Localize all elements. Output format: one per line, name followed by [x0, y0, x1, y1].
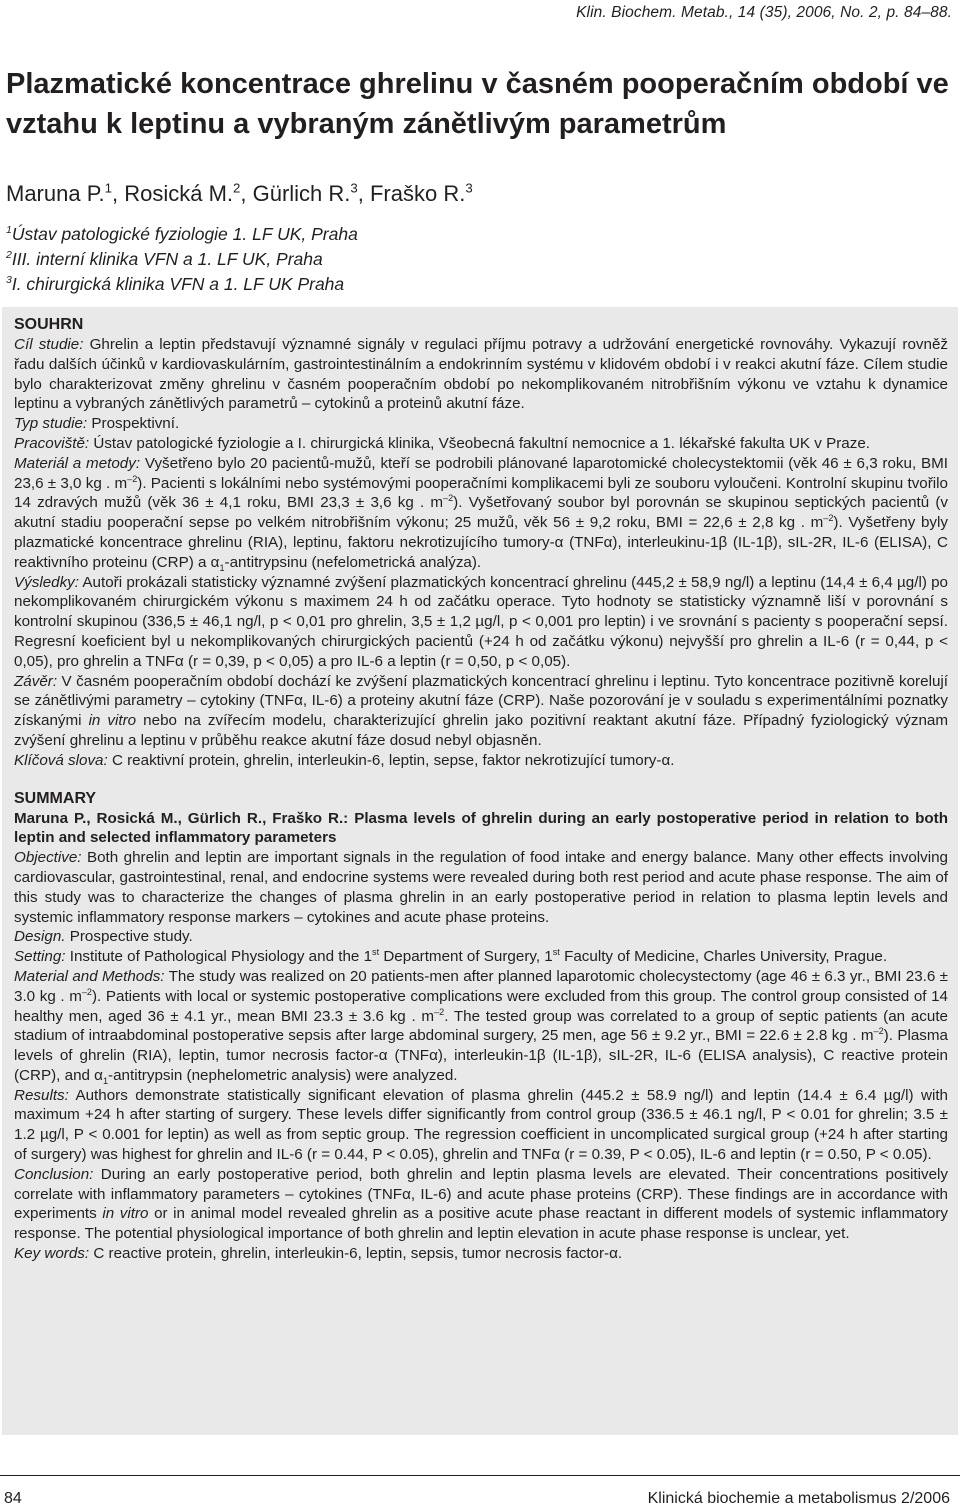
souhrn-workplace: [14, 434, 948, 454]
affiliation-number: 2: [6, 249, 12, 262]
affiliation-list: [6, 222, 358, 297]
subscript: 1: [219, 562, 225, 573]
ordinal-suffix: st: [552, 947, 560, 958]
section-label: Klíčová slova:: [14, 751, 108, 769]
author-list: Maruna P.$^1$, Rosická M.$^2$, Gürlich R.$^3$, Fraško R.$^3$: [6, 180, 473, 206]
section-text: Ústav patologické fyziologie a I. chirurgická klinika, Všeobecná fakultní nemocnice a 1. lékařské fakulta UK v Praze.: [93, 434, 870, 452]
section-text: Autoři prokázali statisticky významné zvýšení plazmatických koncentrací ghrelinu (445,2 ± 58,9 ng/l) a leptinu (14,4 ± 6,4 µg/l) po nekomplikovaném chirurgickém výkonu s maximem 24 h od začátku operace. Tyto hodnoty se statisticky významně liší v porovnání s kontrolní skupinou (336,5 ± 46,1 ng/l, p < 0,01 pro ghrelin, 3,5 ± 1,2 µg/l, p < 0,001 pro leptin) i ve srovnání s pacienty s pooperační sepsí. Regresní koeficient byl u nekomplikovaných chirurgických pacientů (+24 h od začátku výkonu) nejvyšší pro ghrelin a IL-6 (r = 0,44, p < 0,05), pro ghrelin a TNFα (r = 0,39, p < 0,05) a pro IL-6 a leptin (r = 0,50, p < 0,05).: [14, 573, 948, 670]
section-label: Materiál a metody:: [14, 454, 141, 472]
summary-heading: SUMMARY: [14, 789, 97, 807]
section-label: Výsledky:: [14, 573, 79, 591]
section-text: C reactive protein, ghrelin, interleukin-6, leptin, sepsis, tumor necrosis factor-α.: [93, 1245, 623, 1263]
summary-conclusion: [14, 1165, 948, 1244]
section-text: -antitrypsin (nephelometric analysis) were analyzed.: [108, 1066, 458, 1084]
souhrn-conclusion: [14, 672, 948, 751]
section-text: -antitrypsinu (nefelometrická analýza).: [224, 553, 482, 571]
summary-results: [14, 1086, 948, 1165]
section-text: ). Patients with local or systemic postoperative complications were excluded from this group. The control group consisted of 14 healthy men, aged 36 ± 4.1 yr., mean BMI 23.3 ± 3.6 kg . m: [14, 987, 948, 1025]
ordinal-suffix: st: [372, 947, 380, 958]
affiliation: [6, 222, 358, 247]
section-text: C reaktivní protein, ghrelin, interleukin-6, leptin, sepse, faktor nekrotizující tumory-α.: [111, 751, 675, 769]
section-label: Cíl studie:: [14, 336, 84, 353]
footer-divider: [0, 1475, 960, 1476]
section-label: Key words:: [14, 1245, 90, 1263]
journal-reference: Klin. Biochem. Metab., 14 (35), 2006, No. 2, p. 84–88.: [576, 4, 952, 21]
exponent: –2: [434, 1006, 445, 1017]
section-label: Conclusion:: [14, 1165, 94, 1183]
exponent: –2: [873, 1026, 884, 1037]
affiliation-text: I. chirurgická klinika VFN a 1. LF UK Praha: [11, 274, 345, 294]
author-affiliation-mark: 2: [233, 180, 241, 196]
summary-citation: Maruna P., Rosická M., Gürlich R., Fraško R.: Plasma levels of ghrelin during an early postoperative period in relation to both leptin and selected inflammatory parameters: [14, 809, 948, 847]
exponent: –2: [443, 493, 454, 504]
section-label: Setting:: [14, 948, 66, 966]
souhrn-keywords: [14, 751, 948, 771]
section-text: Ghrelin a leptin představují významné signály v regulaci příjmu potravy a udržování energetické rovnováhy. Vykazují rovněž řadu dalších účinků v kardiovaskulárním, gastrointestinálním a endokrinním systému v klidovém období i v reakci akutní fáze. Cílem studie bylo charakterizovat změny ghrelinu v časném pooperačním období po nekomplikovaném nitrobřišním výkonu ve vztahu k dynamice leptinu a vybraných zánětlivých parametrů – cytokinů a proteinů akutní fáze.: [14, 336, 948, 413]
section-label: Design.: [14, 928, 66, 946]
section-text: V časném pooperačním období dochází ke zvýšení plazmatických koncentrací ghrelinu i leptinu. Tyto koncentrace pozitivně korelují se zánětlivými parametry – cytokiny (TNFα, IL-6) a proteiny akutní fáze (CRP). Naše pozorování je v souladu s experimentálními poznatky získanými: [14, 672, 948, 730]
exponent: –2: [81, 986, 92, 997]
souhrn-heading: SOUHRN: [14, 316, 84, 333]
article-title: Plazmatické koncentrace ghrelinu v časném pooperačním období ve vztahu k leptinu a vybraným zánětlivým parametrům: [6, 68, 949, 140]
abstract-box: [2, 307, 958, 1435]
section-label: Typ studie:: [14, 415, 88, 433]
summary-methods: [14, 967, 948, 1086]
section-text: ). Plasma levels of ghrelin (RIA), leptin, tumor necrosis factor-α (TNFα), interleukin-1β (IL-1β), sIL-2R, IL-6 (ELISA analysis), C reactive protein (CRP), and α: [14, 1027, 949, 1084]
section-text: ). Pacienti s lokálními nebo systémovými pooperačními komplikacemi byli ze souboru vyloučeni. Kontrolní skupinu tvořilo 14 zdravých mužů (věk 36 ± 4,1 roku, BMI 23,3 ± 3,6 kg . m: [14, 474, 948, 512]
journal-footer: Klinická biochemie a metabolismus 2/2006: [647, 1490, 950, 1507]
section-text: or in animal model revealed ghrelin as a positive acute phase reactant in different models of systemic inflammatory response. The potential physiological importance of both ghrelin and leptin elevation in acute phase response is unclear, yet.: [14, 1205, 948, 1243]
section-label: Pracoviště:: [14, 434, 90, 452]
italic-term: in vitro: [88, 712, 137, 730]
section-label: Objective:: [14, 849, 82, 867]
section-text: Vyšetřeno bylo 20 pacientů-mužů, kteří se podrobili plánované laparotomické cholecystektomii (věk 46 ± 6,3 roku, BMI 23,6 ± 3,0 kg . m: [14, 454, 948, 492]
author-affiliation-mark: 3: [350, 180, 358, 196]
author-name: Maruna P.: [6, 181, 105, 206]
affiliation-number: 3: [6, 274, 12, 287]
section-text: Institute of Pathological Physiology and the 1: [69, 948, 373, 966]
section-text: Prospektivní.: [91, 415, 180, 433]
souhrn-study-type: [14, 414, 948, 434]
section-label: Results:: [14, 1086, 69, 1104]
section-text: ). Vyšetřovaný soubor byl porovnán se skupinou septických pacientů (v akutní stadiu pooperační sepse po velkém nitrobřišním výkonu; 25 mužů, věk 56 ± 9,2 roku, BMI = 22,6 ± 2,8 kg . m: [14, 494, 949, 532]
author-name: Rosická M.: [124, 181, 234, 206]
affiliation-number: 1: [6, 224, 12, 237]
affiliation-text: Ústav patologické fyziologie 1. LF UK, Praha: [11, 224, 358, 244]
summary-design: [14, 927, 948, 947]
section-label: Material and Methods:: [14, 967, 165, 985]
section-text: Authors demonstrate statistically significant elevation of plasma ghrelin (445.2 ± 58.9 ng/l) and leptin (14.4 ± 6.4 µg/l) with maximum +24 h after starting of surgery. These levels differ significantly from control group (336.5 ± 46.1 ng/l, P < 0.01 for ghrelin; 3.5 ± 1.2 µg/l, P < 0.001 for leptin) as well as from septic group. The regression coefficient in uncomplicated surgical group (+24 h after starting of surgery) was highest for ghrelin and IL-6 (r = 0.44, P < 0.05), ghrelin and TNFα (r = 0.39, P < 0.05), IL-6 and leptin (r = 0.50, P < 0.05).: [14, 1086, 948, 1164]
section-label: Závěr:: [14, 672, 58, 690]
summary-objective: [14, 848, 948, 927]
section-text: Faculty of Medicine, Charles University, Prague.: [564, 948, 888, 966]
section-text: Department of Surgery, 1: [383, 948, 553, 966]
affiliation: [6, 272, 358, 297]
summary-keywords: [14, 1244, 948, 1264]
subscript: 1: [102, 1075, 109, 1086]
affiliation-text: III. interní klinika VFN a 1. LF UK, Praha: [11, 249, 323, 269]
author-affiliation-mark: 3: [465, 180, 473, 196]
section-text: The study was realized on 20 patients-men after planned laparotomic cholecystectomy (age 46 ± 6.3 yr., BMI 23.6 ± 3.0 kg . m: [14, 967, 949, 1005]
author-name: Fraško R.: [369, 181, 466, 206]
souhrn-methods: [14, 454, 948, 573]
section-text: During an early postoperative period, both ghrelin and leptin plasma levels are elevated. Their concentrations positively correlate with inflammatory parameters – cytokines (TNFα, IL-6) and acute phase proteins (CRP). These findings are in accordance with experiments: [14, 1165, 948, 1223]
section-text: Both ghrelin and leptin are important signals in the regulation of food intake and energy balance. Many other effects involving cardiovascular, gastrointestinal, renal, and endocrine systems were revealed during both rest period and acute phase response. The aim of this study was to characterize the changes of plasma ghrelin in an early postoperative period in relation to plasma leptin levels and systemic inflammatory response markers – cytokines and acute phase proteins.: [14, 849, 948, 926]
page-number: 84: [4, 1490, 22, 1507]
section-text: nebo na zvířecím modelu, charakterizující ghrelin jako pozitivní reaktant akutní fáze. Případný fyziologický význam zvýšení ghrelinu a leptinu v průběhu reakce akutní fáze dosud nebyl objasněn.: [14, 712, 948, 749]
italic-term: in vitro: [102, 1205, 149, 1223]
section-text: Prospective study.: [69, 928, 193, 946]
author-affiliation-mark: 1: [104, 180, 112, 196]
author-name: Gürlich R.: [252, 181, 351, 206]
affiliation: [6, 247, 358, 272]
section-text: . The tested group was correlated to a group of septic patients (an acute stadium of intraabdominal postoperative sepsis after large abdominal surgery, 25 men, age 56 ± 9.2 yr., BMI = 22.6 ± 2.8 kg . m: [14, 1007, 948, 1045]
exponent: –2: [823, 513, 834, 524]
section-text: ). Vyšetřeny byly plazmatické koncentrace ghrelinu (RIA), leptinu, faktoru nekrotizujícího tumory-α (TNFα), interleukinu-1β (IL-1β), sIL-2R, IL-6 (ELISA), C reaktivního proteinu (CRP) a α: [14, 514, 948, 571]
souhrn-results: [14, 573, 948, 672]
summary-setting: [14, 947, 948, 967]
souhrn-objective: [14, 335, 948, 414]
exponent: –2: [127, 473, 138, 484]
